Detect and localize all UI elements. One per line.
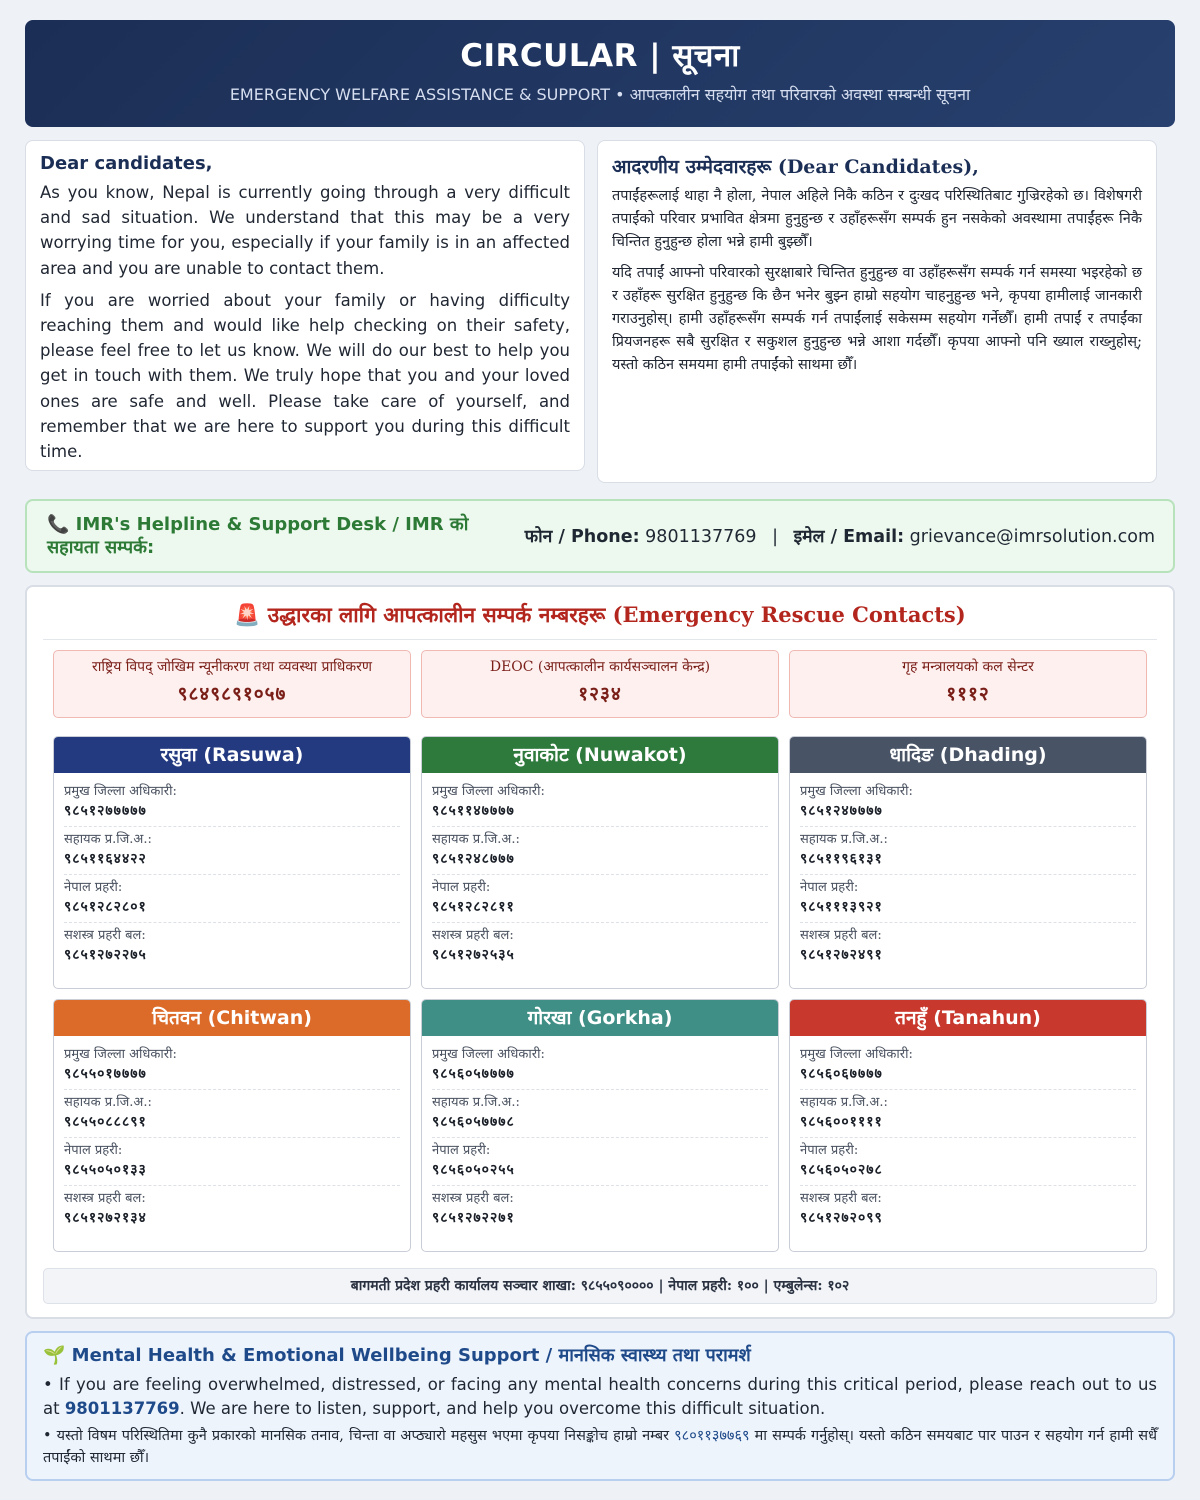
contact-number[interactable]: ९८५१२७२५३५: [432, 947, 515, 963]
contact-role: सहायक प्र.जि.अ.:: [64, 1095, 152, 1110]
contact-role: सहायक प्र.जि.अ.:: [432, 832, 520, 847]
circular-header: [25, 20, 1175, 127]
hotline-number[interactable]: १२३४: [578, 683, 622, 705]
contact-role: सशस्त्र प्रहरी बल:: [800, 928, 882, 943]
contact-role: सशस्त्र प्रहरी बल:: [800, 1191, 882, 1206]
contact-role: सहायक प्र.जि.अ.:: [64, 832, 152, 847]
district-contacts: [54, 1036, 410, 1233]
contact-role: प्रमुख जिल्ला अधिकारी:: [64, 784, 177, 799]
contact-role: प्रमुख जिल्ला अधिकारी:: [432, 1047, 545, 1062]
contact-entry: [432, 779, 768, 827]
contact-entry: [64, 923, 400, 970]
district-contacts: [54, 773, 410, 970]
contact-number[interactable]: ९८५१२७२४९१: [800, 947, 883, 963]
contact-number[interactable]: ९८५६००११११: [800, 1114, 883, 1130]
contact-role: सहायक प्र.जि.अ.:: [800, 832, 888, 847]
hotline-number[interactable]: ९८४९८९१०५७: [177, 683, 287, 705]
contact-role: सशस्त्र प्रहरी बल:: [432, 1191, 514, 1206]
contact-entry: [64, 1090, 400, 1138]
contact-entry: [800, 875, 1136, 923]
contact-number[interactable]: ९८५१२८२८११: [432, 899, 515, 915]
contact-number[interactable]: ९८५१२४८७७७: [432, 851, 515, 867]
contact-role: प्रमुख जिल्ला अधिकारी:: [64, 1047, 177, 1062]
mental-np-text: • यस्तो विषम परिस्थितिमा कुनै प्रकारको मानसिक तनाव, चिन्ता वा अप्ठ्यारो महसुस भएमा कृपया निसङ्कोच हाम्रो नम्बर: [43, 1428, 675, 1444]
contact-entry: [64, 875, 400, 923]
english-message: [25, 140, 585, 471]
helpline-contact: [525, 524, 1155, 548]
national-hotlines: [43, 650, 1157, 718]
contact-entry: [64, 1186, 400, 1233]
helpline-title: 📞 IMR's Helpline & Support Desk / IMR को सहायता सम्पर्क:: [47, 514, 469, 558]
district-grid: [43, 736, 1157, 1252]
email-label: इमेल / Email:: [793, 527, 905, 547]
contact-number[interactable]: ९८५१२७२२७१: [432, 1210, 515, 1226]
contact-role: सशस्त्र प्रहरी बल:: [64, 928, 146, 943]
mental-health-english: [43, 1373, 1157, 1421]
contact-number[interactable]: ९८५११६४४२२: [64, 851, 147, 867]
district-name: गोरखा (Gorkha): [422, 1000, 778, 1036]
mental-np-number[interactable]: ९८०११३७७६९: [674, 1428, 750, 1444]
district-card: [421, 736, 779, 989]
contact-entry: [800, 1042, 1136, 1090]
contact-number[interactable]: ९८५६०५७७७८: [432, 1114, 515, 1130]
contact-number[interactable]: ९८५१२७७७७७: [64, 803, 147, 819]
district-contacts: [422, 1036, 778, 1233]
contact-role: सहायक प्र.जि.अ.:: [800, 1095, 888, 1110]
english-greeting: Dear candidates,: [40, 153, 213, 174]
district-name: रसुवा (Rasuwa): [54, 737, 410, 773]
page-title: CIRCULAR | सूचना: [460, 38, 740, 74]
contact-entry: [432, 1042, 768, 1090]
hotline-label: गृह मन्त्रालयको कल सेन्टर: [902, 659, 1034, 675]
district-card: [789, 999, 1147, 1252]
district-card: [53, 736, 411, 989]
mental-en-text-after: . We are here to listen, support, and help you overcome this difficult situation.: [179, 1399, 826, 1418]
hotline-card: [789, 650, 1147, 718]
phone-number-link[interactable]: 9801137769: [645, 527, 757, 547]
separator: |: [772, 527, 778, 547]
nepali-paragraph-1: तपाईंहरूलाई थाहा नै होला, नेपाल अहिले निकै कठिन र दुःखद परिस्थितिबाट गुज्रिरहेको छ। विशेषगरी तपाईंको परिवार प्रभावित क्षेत्रमा हुनुहुन्छ र उहाँहरूसँग सम्पर्क हुन नसकेको अवस्थामा तपाईंहरू निकै चिन्तित हुनुहुन्छ होला भन्ने हामी बुझ्छौँ।: [612, 188, 1142, 250]
contact-entry: [800, 923, 1136, 970]
english-paragraph-2: If you are worried about your family or having difficulty reaching them and would like help checking on their safety, please feel free to let us know. We will do our best to help you get in touch with them. We truly hope that you and your loved ones are safe and well. Please take care of yourself, and remember that we are here to support you during this difficult time.: [40, 290, 570, 462]
contact-entry: [64, 779, 400, 827]
contact-entry: [432, 1138, 768, 1186]
phone-label: फोन / Phone:: [524, 527, 640, 547]
email-link[interactable]: grievance@imrsolution.com: [909, 527, 1155, 547]
contact-number[interactable]: ९८५५०८८८९१: [64, 1114, 147, 1130]
contact-number[interactable]: ९८५१२७२०९९: [800, 1210, 883, 1226]
mental-health-nepali: [43, 1425, 1157, 1469]
contact-entry: [64, 1138, 400, 1186]
contact-role: नेपाल प्रहरी:: [800, 1143, 859, 1158]
emergency-title: 🚨 उद्धारका लागि आपत्कालीन सम्पर्क नम्बरहरू (Emergency Rescue Contacts): [43, 597, 1157, 640]
district-card: [789, 736, 1147, 989]
contact-entry: [800, 1090, 1136, 1138]
contact-entry: [800, 1186, 1136, 1233]
contact-number[interactable]: ९८५६०६७७७७: [800, 1066, 883, 1082]
district-name: चितवन (Chitwan): [54, 1000, 410, 1036]
contact-number[interactable]: ९८५५०१७७७७: [64, 1066, 147, 1082]
district-contacts: [790, 1036, 1146, 1233]
nepali-paragraph-2: यदि तपाईं आफ्नो परिवारको सुरक्षाबारे चिन्तित हुनुहुन्छ वा उहाँहरूसँग सम्पर्क गर्न समस्या भइरहेको छ र उहाँहरू सुरक्षित हुनुहुन्छ कि छैन भनेर बुझ्न हाम्रो सहयोग चाहनुहुन्छ भने, कृपया हामीलाई जानकारी गराउनुहोस्। हामी उहाँहरूसँग सम्पर्क गर्न तपाईंलाई सकेसम्म सहयोग गर्नेछौँ। हामी तपाईं र तपाईंका प्रियजनहरू सबै सुरक्षित र सकुशल हुनुहुन्छ भन्ने आशा गर्दछौँ। कृपया आफ्नो पनि ख्याल राख्नुहोस्; यस्तो कठिन समयमा हामी तपाईंको साथमा छौँ।: [612, 265, 1142, 373]
contact-entry: [432, 875, 768, 923]
contact-entry: [800, 779, 1136, 827]
contact-role: प्रमुख जिल्ला अधिकारी:: [432, 784, 545, 799]
hotline-label: राष्ट्रिय विपद् जोखिम न्यूनीकरण तथा व्यवस्था प्राधिकरण: [92, 659, 372, 675]
contact-entry: [64, 1042, 400, 1090]
contact-number[interactable]: ९८५६०५०२५५: [432, 1162, 515, 1178]
district-contacts: [790, 773, 1146, 970]
contact-role: नेपाल प्रहरी:: [432, 1143, 491, 1158]
district-name: तनहुँ (Tanahun): [790, 1000, 1146, 1036]
district-name: धादिङ (Dhading): [790, 737, 1146, 773]
nepali-greeting: आदरणीय उम्मेदवारहरू (Dear Candidates),: [612, 156, 979, 178]
english-paragraph-1: As you know, Nepal is currently going through a very difficult and sad situation. We understand that this may be a very worrying time for you, especially if your family is in an affected area and you are unable to contact them.: [40, 183, 570, 278]
district-contacts: [422, 773, 778, 970]
contact-role: नेपाल प्रहरी:: [64, 880, 123, 895]
contact-number[interactable]: ९८५१२४७७७७: [800, 803, 883, 819]
contact-role: नेपाल प्रहरी:: [800, 880, 859, 895]
contact-number[interactable]: ९८५१२७२२७५: [64, 947, 147, 963]
mental-health-title: 🌱 Mental Health & Emotional Wellbeing Support / मानसिक स्वास्थ्य तथा परामर्श: [43, 1345, 751, 1366]
helpline-banner: [25, 499, 1175, 573]
contact-number[interactable]: ९८५५०५०१३३: [64, 1162, 147, 1178]
mental-en-text: • If you are feeling overwhelmed, distressed, or facing any mental health concerns during this critical period, please reach out to us at: [43, 1375, 1157, 1418]
message-columns: [25, 140, 1175, 483]
district-name: नुवाकोट (Nuwakot): [422, 737, 778, 773]
page-subtitle: EMERGENCY WELFARE ASSISTANCE & SUPPORT • आपत्कालीन सहयोग तथा परिवारको अवस्था सम्बन्धी सूचना: [229, 85, 971, 104]
contact-number[interactable]: ९८५१११३९२१: [800, 899, 883, 915]
contact-number[interactable]: ९८५६०५७७७७: [432, 1066, 515, 1082]
contact-entry: [64, 827, 400, 875]
contact-role: सहायक प्र.जि.अ.:: [432, 1095, 520, 1110]
contact-role: सशस्त्र प्रहरी बल:: [64, 1191, 146, 1206]
contact-number[interactable]: ९८५११९६१३१: [800, 851, 883, 867]
hotline-label: DEOC (आपत्कालीन कार्यसञ्चालन केन्द्र): [489, 659, 711, 675]
contact-number[interactable]: ९८५१२७२१३४: [64, 1210, 147, 1226]
contact-entry: [800, 1138, 1136, 1186]
contact-number[interactable]: ९८५११४७७७७: [432, 803, 515, 819]
contact-number[interactable]: ९८५६०५०२७८: [800, 1162, 883, 1178]
mental-np-text-after: मा सम्पर्क गर्नुहोस्। यस्तो कठिन समयबाट पार पाउन र सहयोग गर्न हामी सधैँ तपाईंको साथमा छौँ।: [43, 1428, 1158, 1466]
contact-entry: [432, 923, 768, 970]
contact-role: नेपाल प्रहरी:: [64, 1143, 123, 1158]
mental-health-section: [25, 1331, 1175, 1481]
mental-en-number[interactable]: 9801137769: [64, 1399, 180, 1418]
nepali-message: [597, 140, 1157, 483]
district-card: [421, 999, 779, 1252]
contact-entry: [800, 827, 1136, 875]
district-card: [53, 999, 411, 1252]
contact-role: नेपाल प्रहरी:: [432, 880, 491, 895]
hotline-card: [53, 650, 411, 718]
contact-entry: [432, 1186, 768, 1233]
contact-number[interactable]: ९८५१२८२८०१: [64, 899, 147, 915]
hotline-number[interactable]: १११२: [946, 683, 990, 705]
contact-entry: [432, 1090, 768, 1138]
contact-role: प्रमुख जिल्ला अधिकारी:: [800, 784, 913, 799]
emergency-contacts-section: [25, 585, 1175, 1319]
contact-entry: [432, 827, 768, 875]
hotline-card: [421, 650, 779, 718]
emergency-footer: बागमती प्रदेश प्रहरी कार्यालय सञ्चार शाखा: ९८५५०९०००० | नेपाल प्रहरी: १०० | एम्बुलेन्स: १०२: [43, 1268, 1157, 1304]
contact-role: प्रमुख जिल्ला अधिकारी:: [800, 1047, 913, 1062]
contact-role: सशस्त्र प्रहरी बल:: [432, 928, 514, 943]
